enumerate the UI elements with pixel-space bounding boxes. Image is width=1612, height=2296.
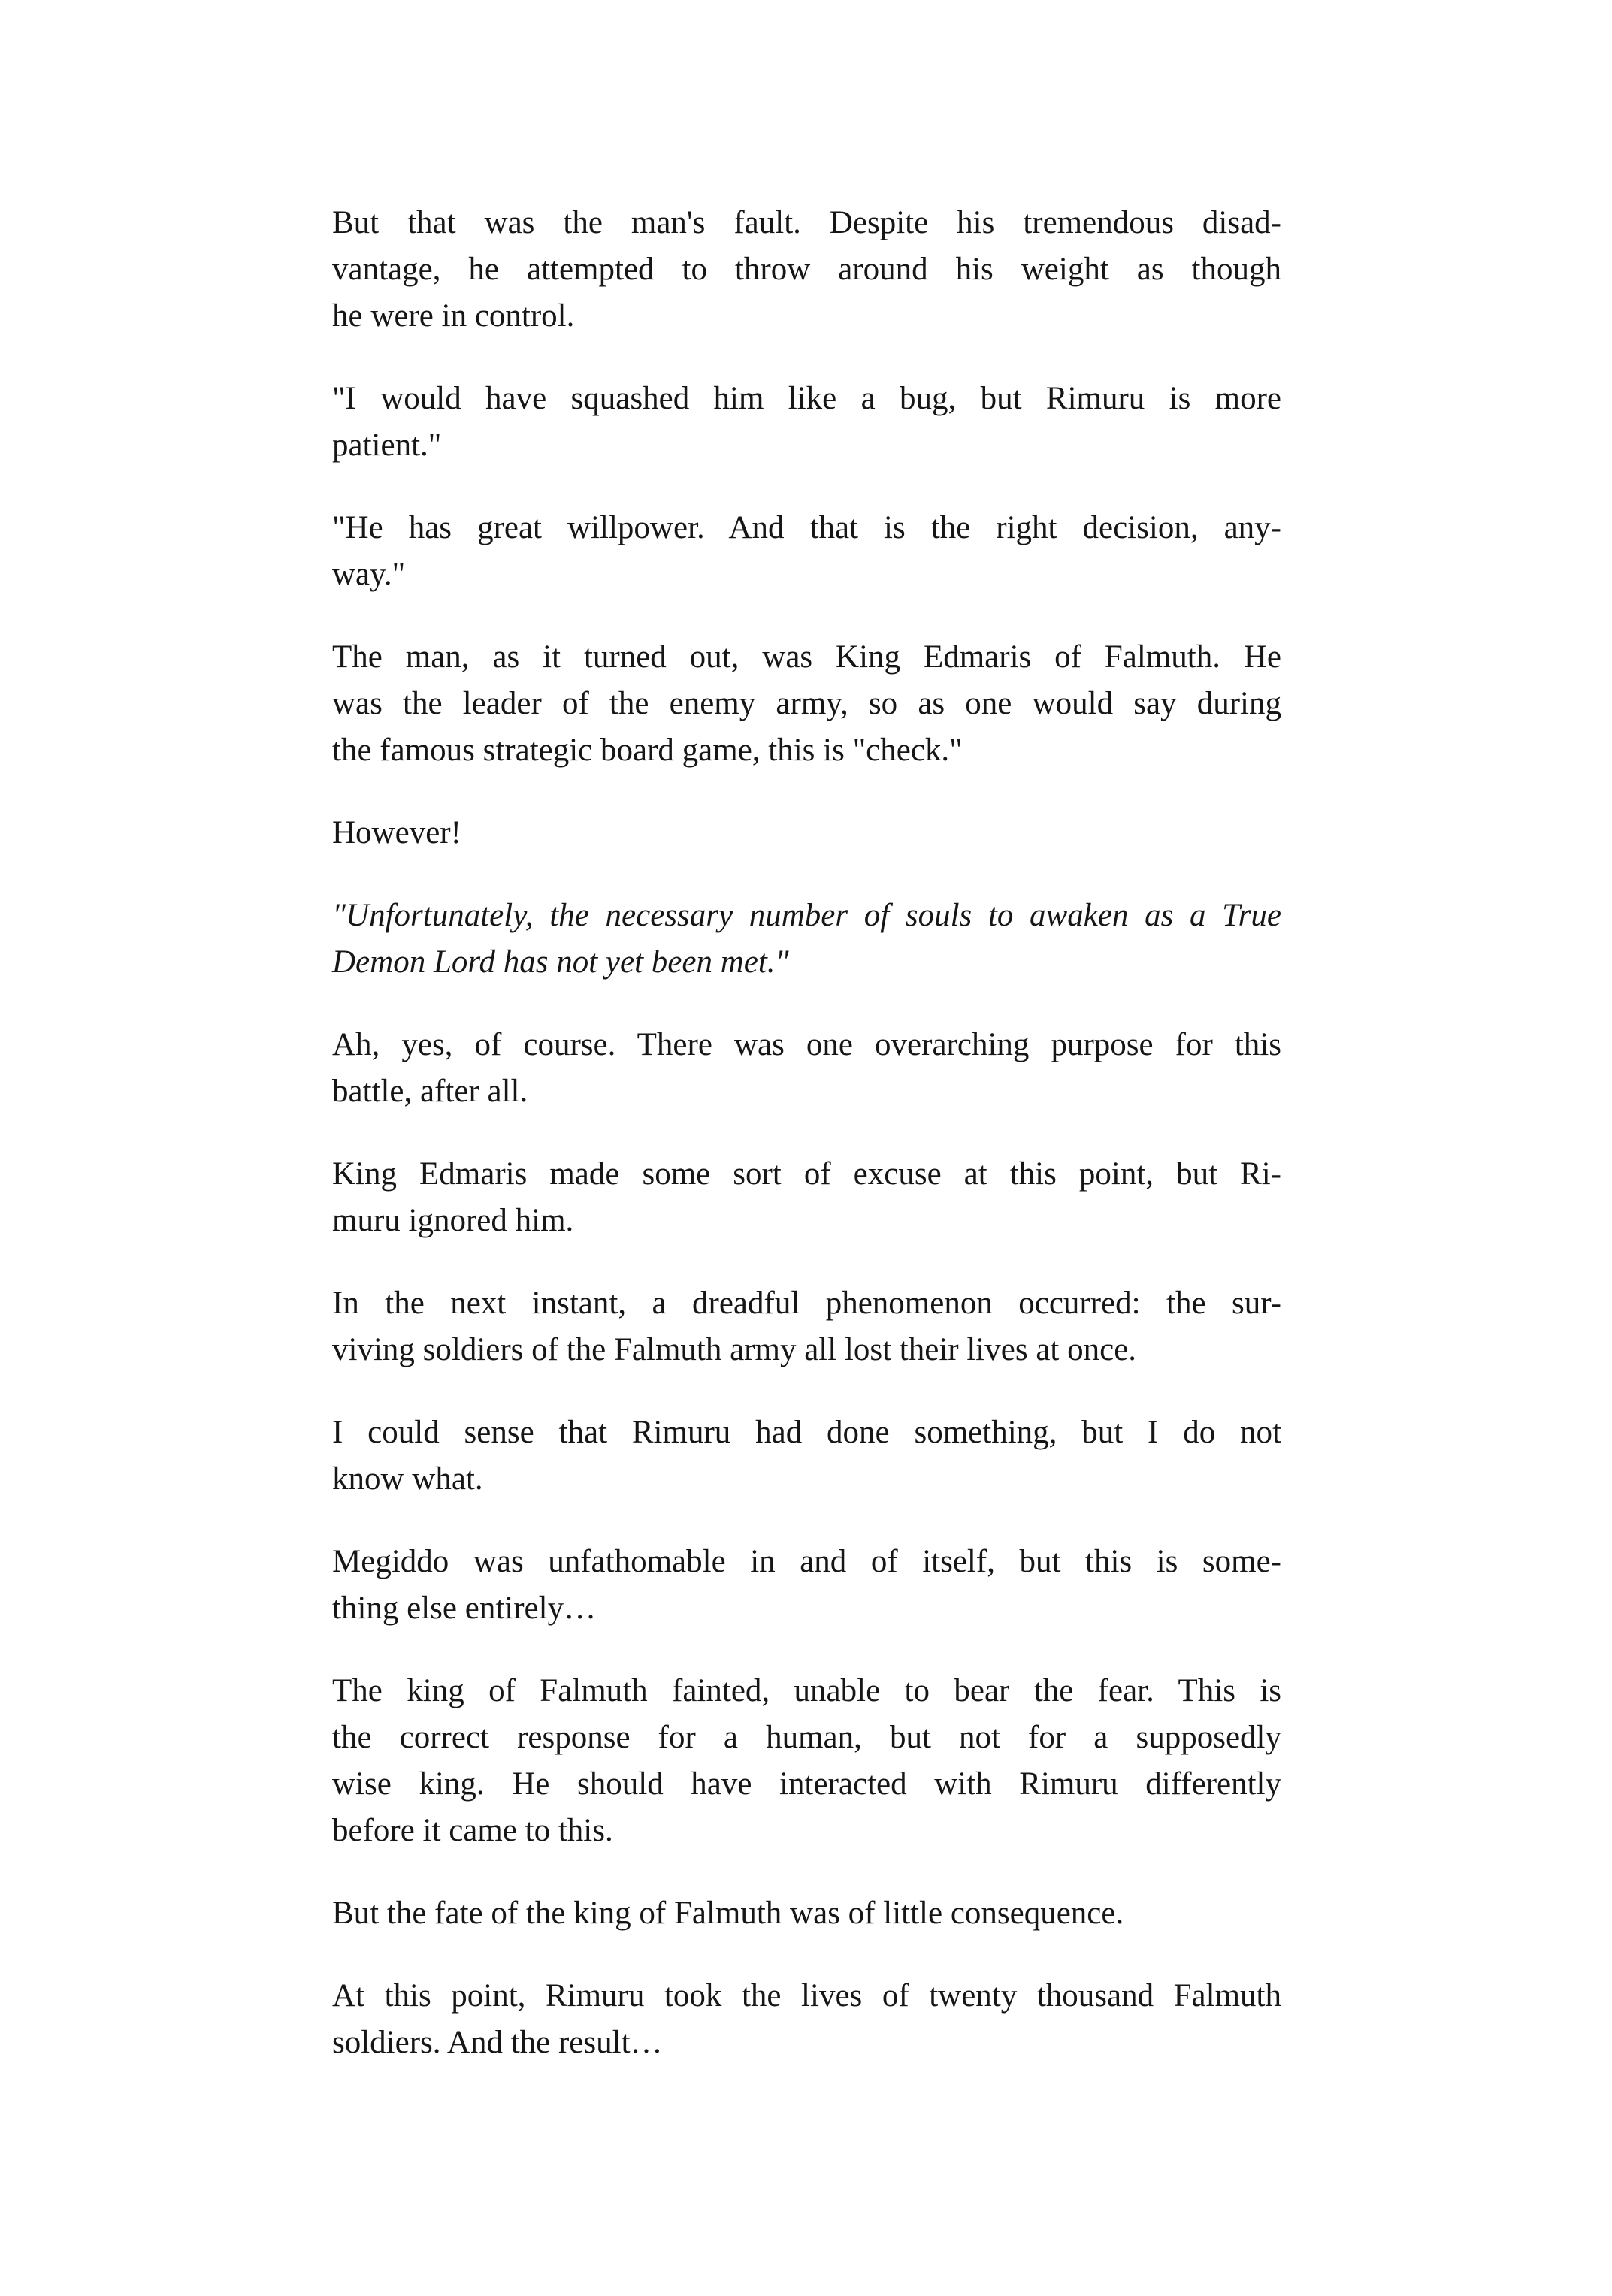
text-line: patient." xyxy=(332,427,442,463)
text-line: "He has great willpower. And that is the right decision, any- xyxy=(332,510,1281,545)
text-line: Ah, yes, of course. There was one overarching purpose for this xyxy=(332,1027,1281,1062)
text-line: wise king. He should have interacted with Rimuru differently xyxy=(332,1766,1281,1802)
text-line: In the next instant, a dreadful phenomenon occurred: the sur- xyxy=(332,1285,1281,1321)
text-line: battle, after all. xyxy=(332,1074,528,1109)
text-line: he were in control. xyxy=(332,298,575,334)
text-line: was the leader of the enemy army, so as one would say during xyxy=(332,686,1281,721)
text-line: vantage, he attempted to throw around his weight as though xyxy=(332,252,1281,287)
text-block xyxy=(332,200,1281,2066)
paragraph xyxy=(332,1409,1281,1503)
paragraph xyxy=(332,1022,1281,1115)
paragraph xyxy=(332,893,1281,986)
text-line: Megiddo was unfathomable in and of itself, but this is some- xyxy=(332,1544,1281,1579)
paragraph xyxy=(332,376,1281,469)
text-line: the famous strategic board game, this is "check." xyxy=(332,733,963,768)
paragraph xyxy=(332,1668,1281,1854)
paragraph xyxy=(332,1280,1281,1373)
text-line: At this point, Rimuru took the lives of twenty thousand Falmuth xyxy=(332,1978,1281,2014)
paragraph xyxy=(332,810,1281,856)
text-line: know what. xyxy=(332,1461,483,1497)
paragraph xyxy=(332,1973,1281,2066)
paragraph xyxy=(332,1539,1281,1632)
paragraph xyxy=(332,634,1281,774)
paragraph xyxy=(332,505,1281,598)
text-line: But the fate of the king of Falmuth was of little consequence. xyxy=(332,1896,1124,1931)
text-line: However! xyxy=(332,815,461,850)
text-line: "Unfortunately, the necessary number of souls to awaken as a True xyxy=(332,898,1281,933)
paragraph xyxy=(332,1151,1281,1244)
paragraph xyxy=(332,200,1281,340)
text-line: thing else entirely… xyxy=(332,1591,597,1626)
paragraph xyxy=(332,1890,1281,1937)
text-line: muru ignored him. xyxy=(332,1203,574,1238)
text-line: viving soldiers of the Falmuth army all lost their lives at once. xyxy=(332,1332,1137,1367)
text-line: The man, as it turned out, was King Edmaris of Falmuth. He xyxy=(332,639,1281,675)
text-line: soldiers. And the result… xyxy=(332,2025,663,2060)
text-line: the correct response for a human, but not for a supposedly xyxy=(332,1720,1281,1755)
text-line: Demon Lord has not yet been met." xyxy=(332,944,789,980)
text-line: But that was the man's fault. Despite his tremendous disad- xyxy=(332,205,1281,240)
text-line: King Edmaris made some sort of excuse at this point, but Ri- xyxy=(332,1156,1281,1192)
text-line: The king of Falmuth fainted, unable to bear the fear. This is xyxy=(332,1673,1281,1708)
text-line: before it came to this. xyxy=(332,1813,613,1848)
text-line: "I would have squashed him like a bug, but Rimuru is more xyxy=(332,381,1281,416)
text-line: I could sense that Rimuru had done something, but I do not xyxy=(332,1415,1281,1450)
text-line: way." xyxy=(332,557,406,592)
